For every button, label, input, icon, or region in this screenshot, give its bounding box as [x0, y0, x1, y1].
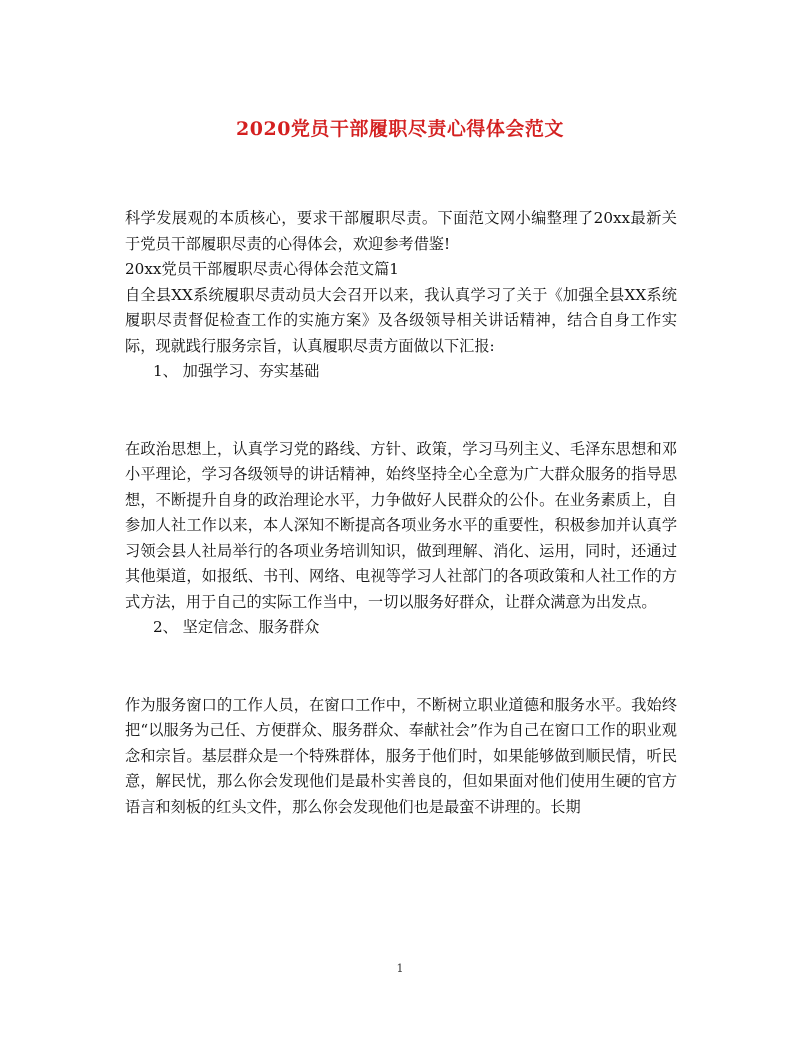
page-number: 1	[396, 962, 404, 975]
paragraph-1: 在政治思想上，认真学习党的路线、方针、政策，学习马列主义、毛泽东思想和邓小平理论，学习各级领导的讲话精神，始终坚持全心全意为广大群众服务的指导思想，不断提升自身的政治理论水平，力争做好人民群众的公仆。在业务素质上，自参加人社工作以来，本人深知不断提高各项业务水平的重要性，积极参加并认真学习领会县人社局举行的各项业务培训知识，做到理解、消化、运用，同时，还通过其他渠道，如报纸、书刊、网络、电视等学习人社部门的各项政策和人社工作的方式方法，用于自己的实际工作当中，一切以服务好群众，让群众满意为出发点。	[125, 439, 677, 611]
section-title: 20xx党员干部履职尽责心得体会范文篇1	[125, 260, 399, 278]
heading-2: 2、 坚定信念、服务群众	[153, 618, 320, 636]
spacer	[125, 385, 677, 437]
heading-1: 1、 加强学习、夯实基础	[153, 362, 320, 380]
document-title: 2020党员干部履职尽责心得体会范文	[236, 118, 564, 140]
document-body	[125, 206, 677, 820]
opening-paragraph: 自全县XX系统履职尽责动员大会召开以来，我认真学习了关于《加强全县XX系统履职尽责督促检查工作的实施方案》及各级领导相关讲话精神，结合自身工作实际，现就践行服务宗旨，认真履职尽责方面做以下汇报:	[125, 285, 677, 355]
paragraph-2: 作为服务窗口的工作人员，在窗口工作中，不断树立职业道德和服务水平。我始终把“以服务为己任、方便群众、服务群众、奉献社会”作为自己在窗口工作的职业观念和宗旨。基层群众是一个特殊群体，服务于他们时，如果能够做到顺民情，听民意，解民忧，那么你会发现他们是最朴实善良的，但如果面对他们使用生硬的官方语言和刻板的红头文件，那么你会发现他们也是最蛮不讲理的。长期	[125, 695, 677, 816]
intro-paragraph: 科学发展观的本质核心，要求干部履职尽责。下面范文网小编整理了20xx最新关于党员干部履职尽责的心得体会，欢迎参考借鉴!	[125, 209, 677, 253]
spacer	[125, 641, 677, 693]
